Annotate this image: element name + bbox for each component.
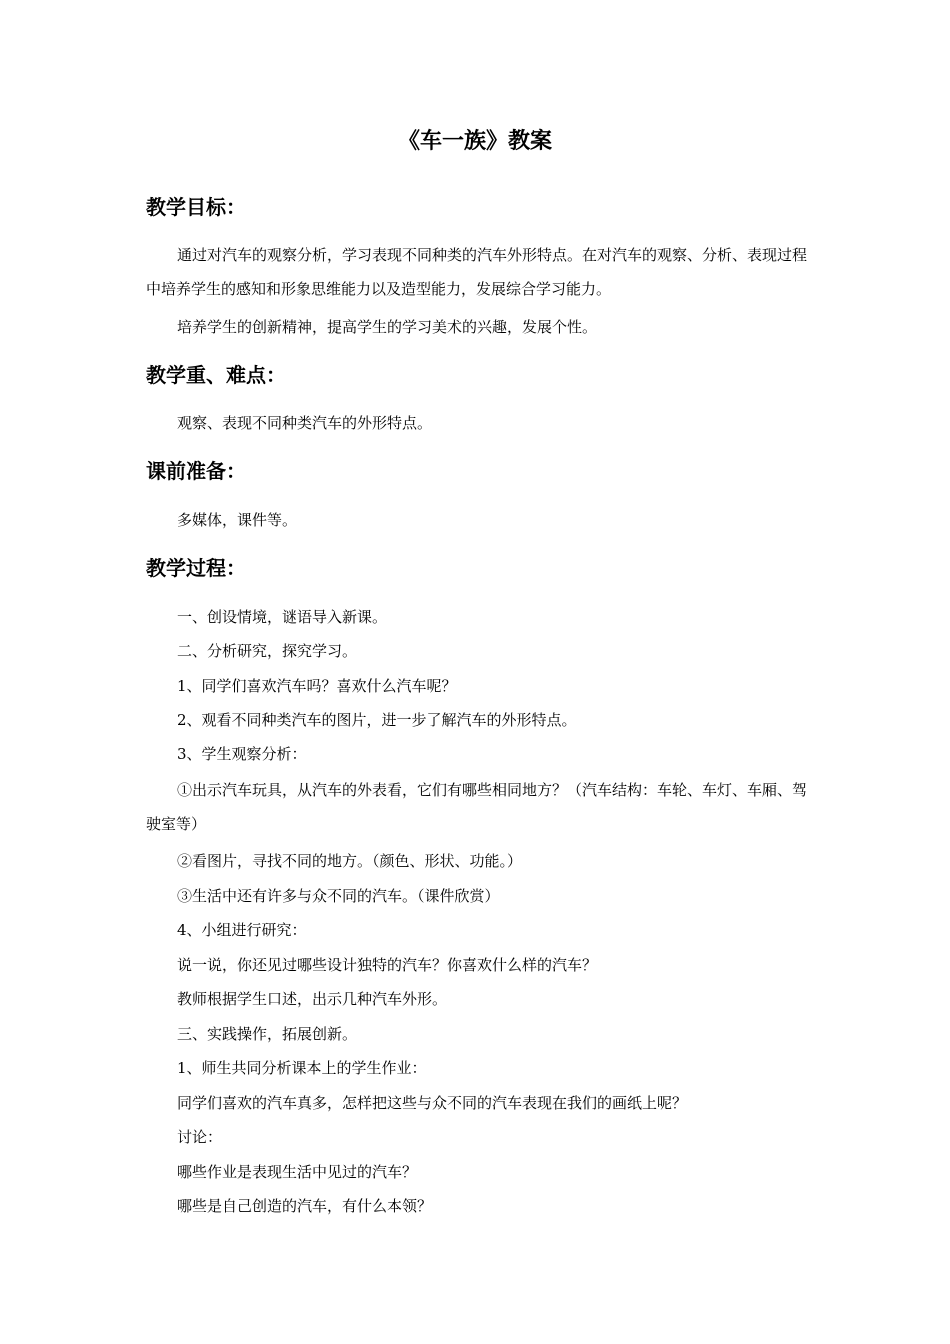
process-line: 说一说，你还见过哪些设计独特的汽车？你喜欢什么样的汽车？ [177, 956, 598, 974]
document-title: 《车一族》教案 [397, 129, 552, 154]
process-line: 一、创设情境，谜语导入新课。 [177, 608, 388, 626]
section-heading-key-points: 教学重、难点： [146, 363, 286, 387]
process-line: 同学们喜欢的汽车真多，怎样把这些与众不同的汽车表现在我们的画纸上呢？ [177, 1094, 688, 1112]
objectives-paragraph-1: 通过对汽车的观察分析，学习表现不同种类的汽车外形特点。在对汽车的观察、分析、表现过程中培养学生的感知和形象思维能力以及造型能力，发展综合学习能力。 [146, 246, 808, 298]
process-line: ①出示汽车玩具，从汽车的外表看，它们有哪些相同地方？（汽车结构：车轮、车灯、车厢、驾驶室等） [146, 781, 808, 833]
process-line: 教师根据学生口述，出示几种汽车外形。 [177, 990, 448, 1008]
preparation-text: 多媒体，课件等。 [177, 511, 298, 529]
key-points-text: 观察、表现不同种类汽车的外形特点。 [177, 414, 433, 432]
process-line: 哪些作业是表现生活中见过的汽车？ [177, 1163, 418, 1181]
section-heading-preparation: 课前准备： [146, 459, 246, 483]
process-line: 讨论： [177, 1128, 223, 1146]
process-line: ③生活中还有许多与众不同的汽车。（课件欣赏） [177, 887, 500, 905]
process-line: 3、学生观察分析： [177, 745, 307, 763]
section-heading-objectives: 教学目标： [146, 195, 246, 219]
process-line: 4、小组进行研究： [177, 921, 307, 939]
objectives-paragraph-2: 培养学生的创新精神，提高学生的学习美术的兴趣，发展个性。 [177, 318, 598, 336]
process-line: 2、观看不同种类汽车的图片，进一步了解汽车的外形特点。 [177, 711, 577, 729]
process-line: 1、同学们喜欢汽车吗？喜欢什么汽车呢？ [177, 677, 457, 695]
process-line: 三、实践操作，拓展创新。 [177, 1025, 358, 1043]
section-heading-process: 教学过程： [146, 556, 246, 580]
process-line: 二、分析研究，探究学习。 [177, 642, 358, 660]
process-line: 1、师生共同分析课本上的学生作业： [177, 1059, 427, 1077]
process-line: ②看图片，寻找不同的地方。（颜色、形状、功能。） [177, 852, 523, 870]
process-line: 哪些是自己创造的汽车，有什么本领？ [177, 1197, 433, 1215]
